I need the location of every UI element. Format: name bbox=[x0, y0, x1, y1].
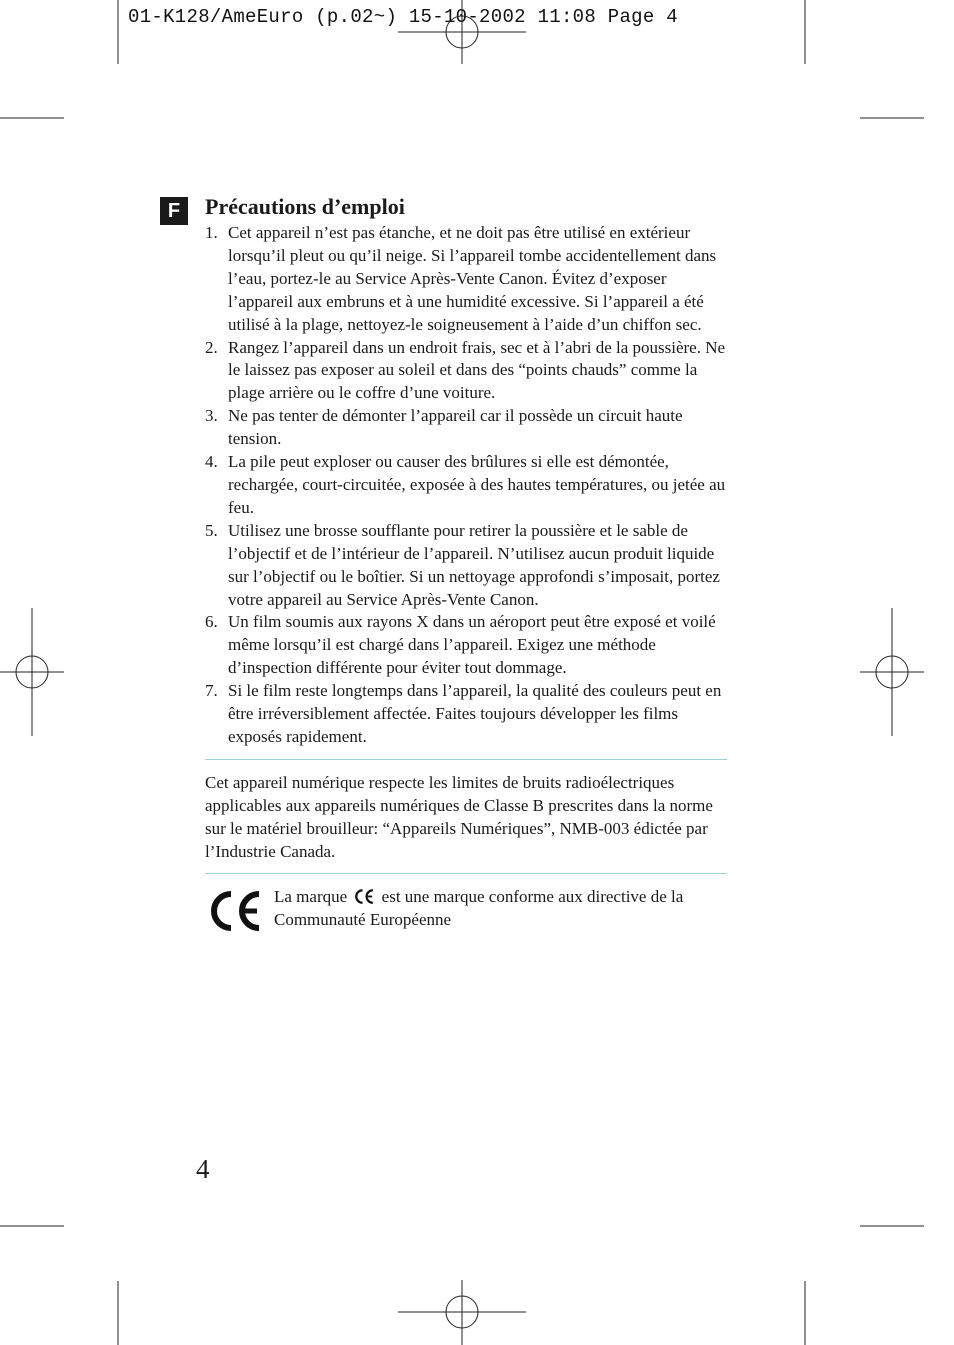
list-item bbox=[205, 451, 727, 520]
item-number: 5. bbox=[205, 520, 218, 540]
item-text: Rangez l’appareil dans un endroit frais, sec et à l’abri de la poussière. Ne le laissez pas exposer au soleil et dans des “points chauds” comme la plage arrière ou le coffre d’une voiture. bbox=[228, 337, 726, 403]
ce-mark-icon bbox=[207, 888, 263, 934]
ce-mark-text bbox=[274, 886, 727, 932]
item-number: 7. bbox=[205, 681, 218, 701]
ce-mark-inline-icon bbox=[353, 888, 375, 905]
list-item bbox=[205, 680, 727, 749]
main-content bbox=[205, 193, 727, 946]
item-number: 3. bbox=[205, 406, 218, 426]
registration-mark-right bbox=[860, 608, 924, 736]
language-badge: F bbox=[160, 197, 188, 225]
list-item bbox=[205, 337, 727, 406]
item-text: La pile peut exploser ou causer des brûlures si elle est démontée, rechargée, court-circuitée, exposée à des hautes températures, ou jetée au feu. bbox=[228, 452, 726, 517]
ce-text-before: La marque bbox=[274, 887, 348, 907]
ce-conformity-block bbox=[205, 886, 727, 946]
ce-text-after: est une marque conforme aux directive de la Communauté Européenne bbox=[274, 887, 684, 930]
list-item bbox=[205, 520, 727, 612]
registration-mark-left bbox=[0, 608, 64, 736]
list-item bbox=[205, 611, 727, 680]
item-number: 6. bbox=[205, 612, 218, 632]
industry-canada-notice: Cet appareil numérique respecte les limites de bruits radioélectriques applicables aux appareils numériques de Classe B prescrites dans la norme sur le matériel brouilleur: “Appareils Numériques”, NMB-003 édictée par l’Industrie Canada. bbox=[205, 772, 713, 861]
print-slug-header: 01-K128/AmeEuro (p.02~) 15-10-2002 11:08 Page 4 bbox=[128, 6, 678, 28]
item-number: 2. bbox=[205, 337, 218, 357]
item-number: 4. bbox=[205, 452, 218, 472]
page-number: 4 bbox=[196, 1154, 210, 1184]
item-text: Si le film reste longtemps dans l’appareil, la qualité des couleurs peut en être irréversiblement affectée. Faites toujours développer les films exposés rapidement. bbox=[228, 681, 722, 746]
item-text: Un film soumis aux rayons X dans un aéroport peut être exposé et voilé même lorsqu’il est chargé dans l’appareil. Exigez une méthode d’inspection différente pour éviter tout dommage. bbox=[228, 612, 716, 678]
item-number: 1. bbox=[205, 223, 218, 242]
divider bbox=[205, 873, 727, 874]
item-text: Utilisez une brosse soufflante pour retirer la poussière et le sable de l’objectif et de l’intérieur de l’appareil. N’utilisez aucun produit liquide sur l’objectif ou le boîtier. Si un nettoyage approfondi s’imposait, portez votre appareil au Service Après-Vente Canon. bbox=[228, 520, 720, 609]
precautions-list bbox=[205, 222, 727, 749]
section-title: Précautions d’emploi bbox=[205, 194, 405, 219]
item-text: Cet appareil n’est pas étanche, et ne doit pas être utilisé en extérieur lorsqu’il pleut ou qu’il neige. Si l’appareil tombe accidentellement dans l’eau, portez-le au Service Après-Vente Canon. Évitez d’exposer l’appareil aux embruns et à une humidité excessive. Si l’appareil a été utilisé à la plage, nettoyez-le soigneusement à l’aide d’un chiffon sec. bbox=[228, 223, 717, 334]
registration-mark-bottom bbox=[398, 1280, 526, 1345]
list-item bbox=[205, 405, 727, 451]
item-text: Ne pas tenter de démonter l’appareil car il possède un circuit haute tension. bbox=[228, 406, 683, 449]
divider bbox=[205, 759, 727, 760]
list-item bbox=[205, 222, 727, 337]
registration-mark-top bbox=[398, 0, 526, 64]
